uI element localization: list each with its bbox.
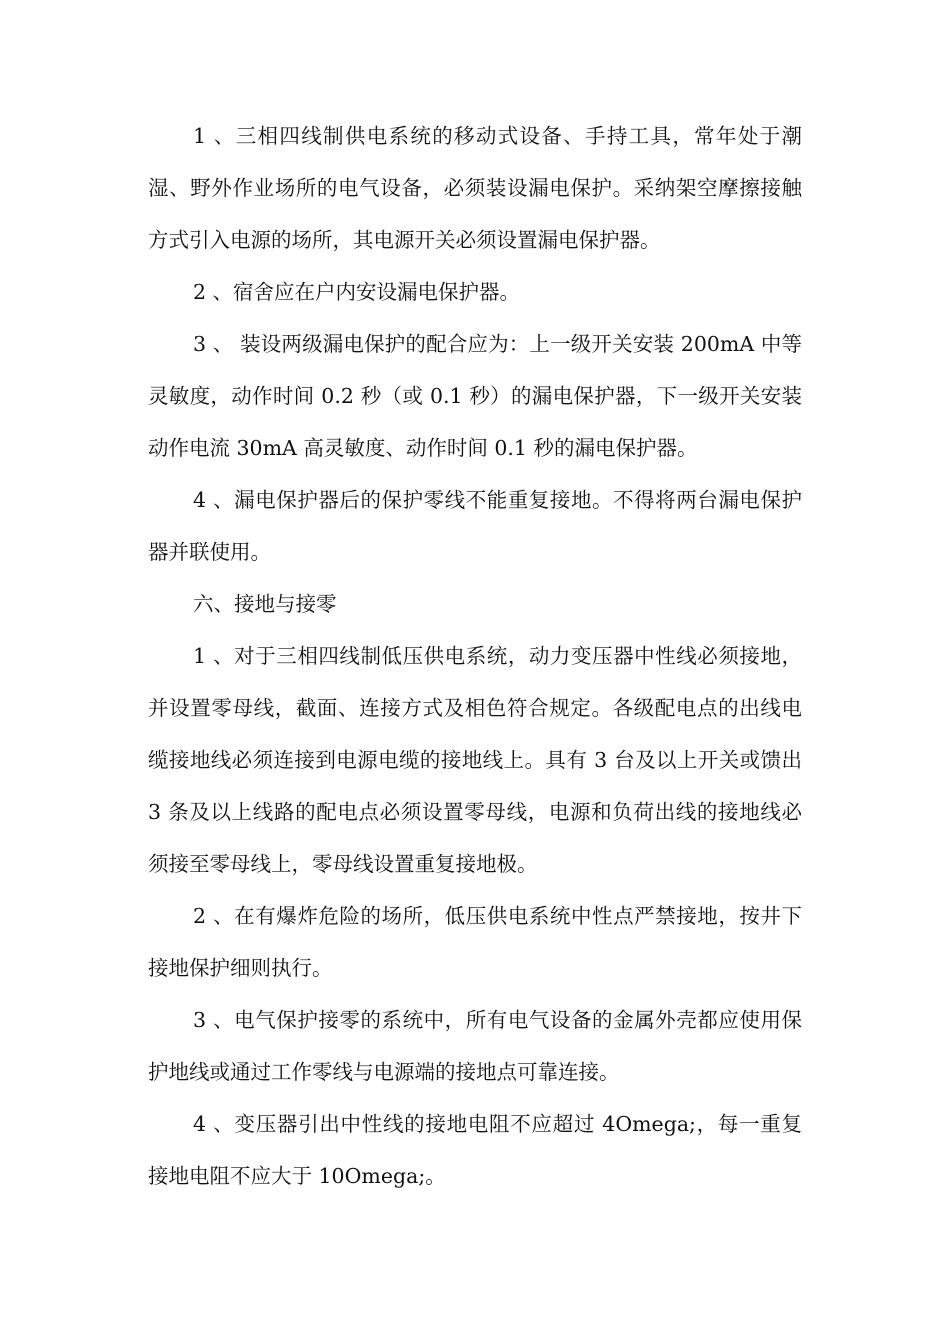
paragraph-explosion-hazard-grounding: 2 、在有爆炸危险的场所，低压供电系统中性点严禁接地，按井下接地保护细则执行。 <box>148 904 802 980</box>
paragraph-dormitory-leakage-protector: 2 、宿舍应在户内安设漏电保护器。 <box>193 280 521 304</box>
paragraph-transformer-neutral-grounding: 1 、对于三相四线制低压供电系统，动力变压器中性线必须接地，并设置零母线，截面、连接方式及相色符合规定。各级配电点的出线电缆接地线必须连接到电源电缆的接地线上。具有 3 台及以上开关或馈出 3 条及以上线路的配电点必须设置零母线，电源和负荷出线的接地线必须接至零母线上，零母线设置重复接地极。 <box>148 644 802 876</box>
paragraph-protection-neutral-line: 4 、漏电保护器后的保护零线不能重复接地。不得将两台漏电保护器并联使用。 <box>148 488 802 564</box>
paragraph-protective-neutral-system: 3 、电气保护接零的系统中，所有电气设备的金属外壳都应使用保护地线或通过工作零线与电源端的接地点可靠连接。 <box>148 1008 802 1084</box>
document-body <box>148 110 802 1202</box>
paragraph-leakage-protection-mobile-equipment: 1 、三相四线制供电系统的移动式设备、手持工具，常年处于潮湿、野外作业场所的电气设备，必须装设漏电保护。采纳架空摩擦接触方式引入电源的场所，其电源开关必须设置漏电保护器。 <box>148 124 802 252</box>
paragraph-grounding-resistance: 4 、变压器引出中性线的接地电阻不应超过 4Omega;，每一重复接地电阻不应大于 10Omega;。 <box>148 1112 802 1188</box>
paragraph-two-level-leakage-protection: 3 、 装设两级漏电保护的配合应为：上一级开关安装 200mA 中等灵敏度，动作时间 0.2 秒（或 0.1 秒）的漏电保护器，下一级开关安装动作电流 30mA 高灵敏度、动作时间 0.1 秒的漏电保护器。 <box>148 332 802 460</box>
section-heading-grounding: 六、接地与接零 <box>193 592 337 616</box>
